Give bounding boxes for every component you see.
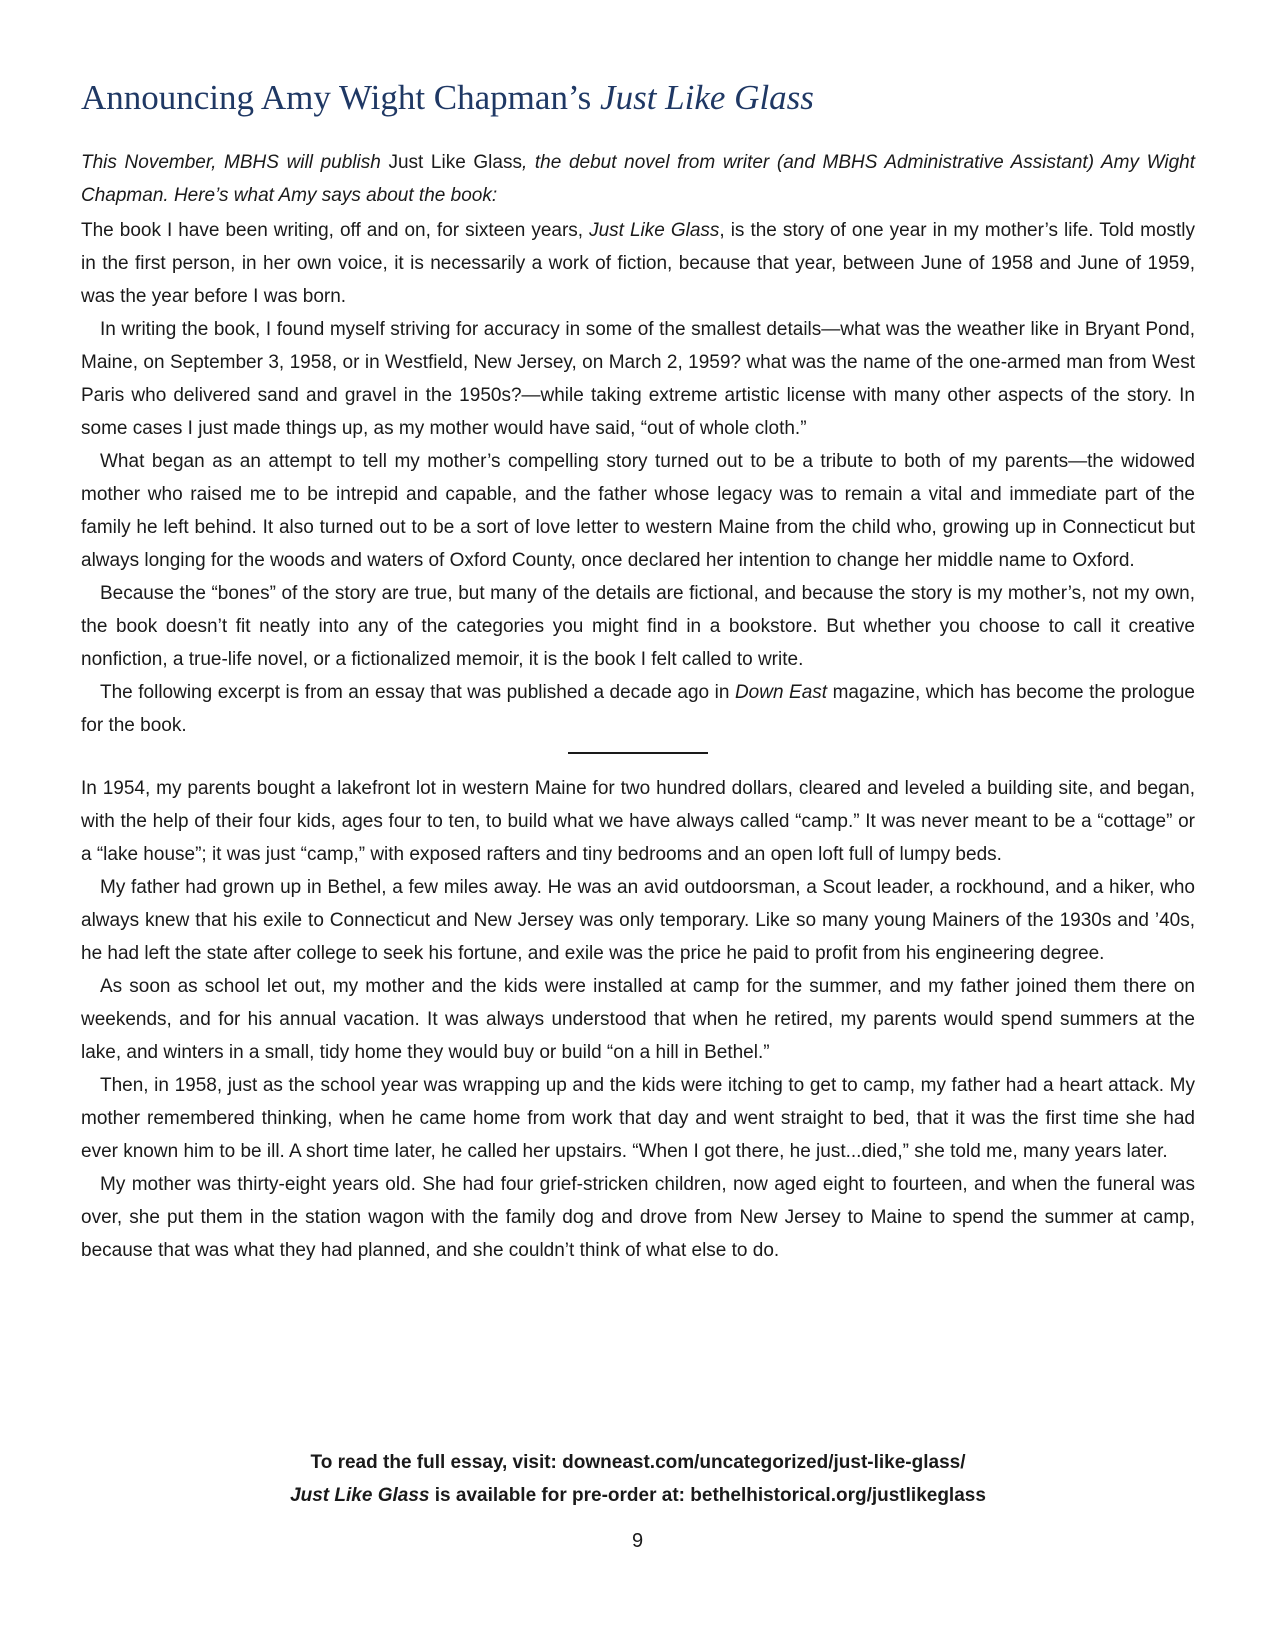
excerpt-paragraph-3: As soon as school let out, my mother and the kids were installed at camp for the summer, and my father joined them there on weekends, and for his annual vacation. It was always understood that when he retired, my parents would spend summers at the lake, and winters in a small, tidy home they would buy or build “on a hill in Bethel.” xyxy=(81,976,1195,1063)
statement-paragraph-1 xyxy=(81,214,1195,313)
statement-p1-book: Just Like Glass xyxy=(589,220,720,241)
author-statement xyxy=(81,214,1195,742)
excerpt xyxy=(81,772,1195,1267)
intro-text-a: This November, MBHS will publish xyxy=(81,152,389,173)
statement-p5-mag: Down East xyxy=(734,682,828,703)
cta-preorder-text: is available for pre-order at: bethelhistorical.org/justlikeglass xyxy=(429,1485,986,1506)
cta-preorder xyxy=(81,1479,1195,1512)
page-title xyxy=(81,78,814,118)
intro-book: Just Like Glass xyxy=(388,152,522,173)
intro-paragraph xyxy=(81,146,1195,212)
statement-paragraph-3: What began as an attempt to tell my mother’s compelling story turned out to be a tribute to both of my parents—the widowed mother who raised me to be intrepid and capable, and the father whose legacy was to remain a vital and immediate part of the family he left behind. It also turned out to be a sort of love letter to western Maine from the child who, growing up in Connecticut but always longing for the woods and waters of Oxford County, once declared her intention to change her middle name to Oxford. xyxy=(81,451,1195,571)
cta-essay-link: To read the full essay, visit: downeast.com/uncategorized/just-like-glass/ xyxy=(310,1452,966,1473)
excerpt-paragraph-1: In 1954, my parents bought a lakefront lot in western Maine for two hundred dollars, cleared and leveled a building site, and began, with the help of their four kids, ages four to ten, to build what we have always called “camp.” It was never meant to be a “cottage” or a “lake house”; it was just “camp,” with exposed rafters and tiny bedrooms and an open loft full of lumpy beds. xyxy=(81,778,1195,865)
page-number: 9 xyxy=(631,1530,644,1552)
statement-p1-a: The book I have been writing, off and on, for sixteen years, xyxy=(81,220,590,241)
intro-text-b: , the debut novel from writer (and MBHS Administrative Assistant) Amy Wight Chapman. Here’s what Amy says about the book: xyxy=(81,152,1196,206)
statement-paragraph-2: In writing the book, I found myself striving for accuracy in some of the smallest details—what was the weather like in Bryant Pond, Maine, on September 3, 1958, or in Westfield, New Jersey, on March 2, 1959? what was the name of the one-armed man from West Paris who delivered sand and gravel in the 1950s?—while taking extreme artistic license with many other aspects of the story. In some cases I just made things up, as my mother would have said, “out of whole cloth.” xyxy=(81,319,1195,439)
article-body xyxy=(81,146,1195,1267)
statement-p5-b: magazine, which has become the prologue for the book. xyxy=(81,682,1195,736)
excerpt-paragraph-5: My mother was thirty-eight years old. She had four grief-stricken children, now aged eight to fourteen, and when the funeral was over, she put them in the station wagon with the family dog and drove from New Jersey to Maine to spend the summer at camp, because that was what they had planned, and she couldn’t think of what else to do. xyxy=(81,1174,1195,1261)
excerpt-paragraph-2: My father had grown up in Bethel, a few miles away. He was an avid outdoorsman, a Scout leader, a rockhound, and a hiker, who always knew that his exile to Connecticut and New Jersey was only temporary. Like so many young Mainers of the 1930s and ’40s, he had left the state after college to seek his fortune, and exile was the price he paid to profit from his engineering degree. xyxy=(81,877,1195,964)
statement-paragraph-4: Because the “bones” of the story are true, but many of the details are fictional, and because the story is my mother’s, not my own, the book doesn’t fit neatly into any of the categories you might find in a bookstore. But whether you choose to call it creative nonfiction, a true-life novel, or a fictionalized memoir, it is the book I felt called to write. xyxy=(81,583,1195,670)
statement-paragraph-5 xyxy=(81,676,1195,742)
title-prefix: Announcing Amy Wight Chapman’s xyxy=(81,78,601,117)
statement-p1-b: , is the story of one year in my mother’s life. Told mostly in the first person, in her own voice, it is necessarily a work of fiction, because that year, between June of 1958 and June of 1959, was the year before I was born. xyxy=(81,220,1196,307)
title-book: Just Like Glass xyxy=(600,78,814,117)
section-divider xyxy=(568,752,708,754)
call-to-action xyxy=(81,1446,1195,1512)
cta-book: Just Like Glass xyxy=(290,1485,430,1506)
statement-p5-a: The following excerpt is from an essay that was published a decade ago in xyxy=(100,682,735,703)
excerpt-paragraph-4: Then, in 1958, just as the school year was wrapping up and the kids were itching to get to camp, my father had a heart attack. My mother remembered thinking, when he came home from work that day and went straight to bed, that it was the first time she had ever known him to be ill. A short time later, he called her upstairs. “When I got there, he just...died,” she told me, many years later. xyxy=(81,1075,1195,1162)
